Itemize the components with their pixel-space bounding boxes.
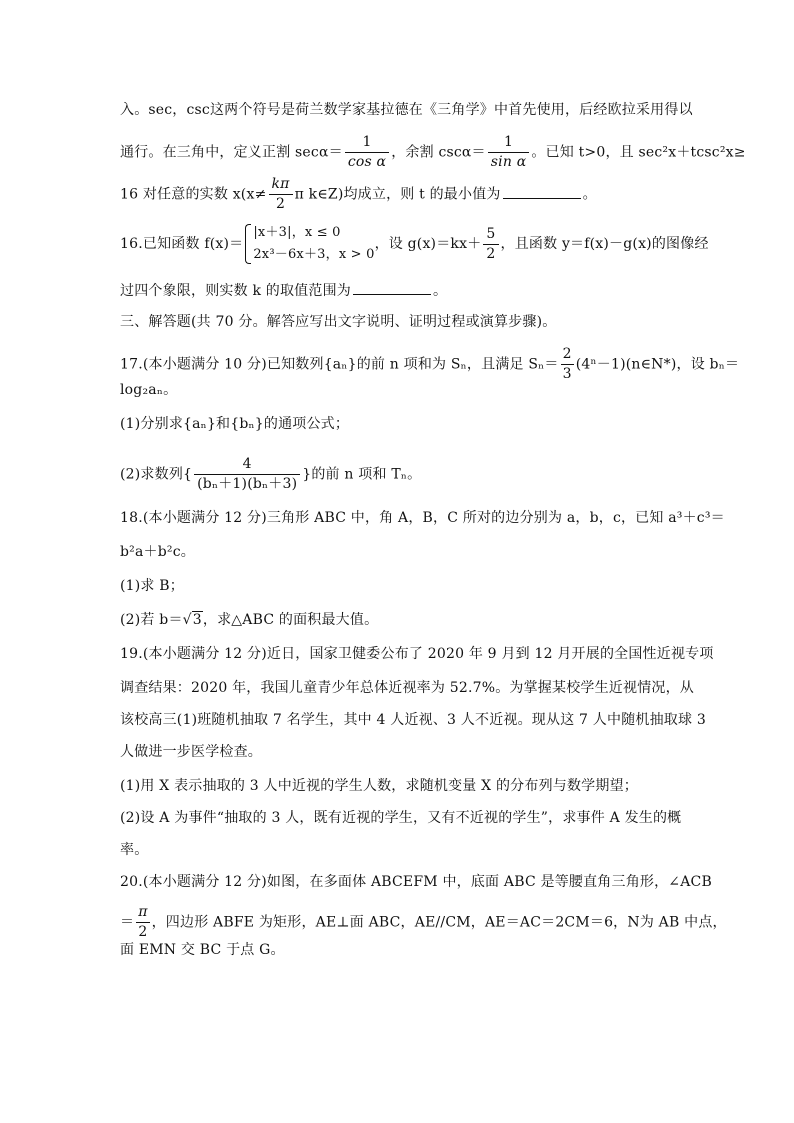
question-18-part-1: (1)求 B；	[120, 578, 184, 594]
square-root-expression: √3	[182, 612, 202, 628]
text-line-4	[120, 222, 709, 266]
fraction-numerator: 2	[561, 346, 574, 365]
question-19-part-1: (1)用 X 表示抽取的 3 人中近视的学生人数，求随机变量 X 的分布列与数学期望；	[120, 778, 638, 794]
pi-over-2-fraction	[136, 904, 149, 941]
piecewise-row-2: 2x³－6x＋3，x > 0	[253, 247, 375, 262]
fraction-numerator: π	[136, 904, 149, 923]
fraction-denominator: (bₙ＋1)(bₙ＋3)	[197, 476, 298, 492]
fraction-numerator: 1	[345, 134, 389, 153]
cosecant-definition-text: ，余割 cscα＝	[391, 144, 486, 161]
question-16a-text-cont: π k∈Z)均成立，则 t 的最小值为	[294, 186, 501, 203]
question-17-part-1: (1)分别求{aₙ}和{bₙ}的通项公式；	[120, 416, 350, 432]
fraction-denominator: 2	[138, 924, 148, 940]
radicand: 3	[192, 612, 202, 628]
secant-fraction	[345, 134, 389, 171]
question-20-text-cont: ，四边形 ABFE 为矩形，AE⊥面 ABC，AE//CM，AE＝AC＝2CM＝6，N为 AB 中点，	[151, 914, 727, 931]
question-18-text: 18.(本小题满分 12 分)三角形 ABC 中，角 A，B，C 所对的边分别为 a，b，c，已知 a³＋c³＝	[120, 510, 725, 526]
answer-blank	[503, 184, 581, 199]
period: 。	[582, 186, 597, 203]
question-20-text: 20.(本小题满分 12 分)如图，在多面体 ABCEFM 中，底面 ABC 是等腰直角三角形，∠ACB	[120, 874, 712, 890]
text-line-23	[120, 904, 727, 941]
five-halves-fraction	[483, 226, 498, 263]
text-line-3	[120, 176, 680, 213]
question-17-text: 17.(本小题满分 10 分)已知数列{aₙ}的前 n 项和为 Sₙ，且满足 Sₙ＝	[120, 356, 559, 373]
answer-blank	[353, 280, 431, 295]
text-line-8: log₂aₙ。	[120, 382, 178, 398]
fraction-denominator: 2	[486, 245, 496, 262]
fraction-numerator: 4	[194, 456, 300, 475]
piecewise-row-1: |x＋3|，x ≤ 0	[253, 225, 341, 240]
fraction-numerator: kπ	[269, 176, 293, 195]
fraction-numerator: 1	[488, 134, 530, 153]
period: 。	[432, 283, 448, 299]
piecewise-function	[245, 222, 374, 266]
question-18-part-2-text: (2)若 b＝	[120, 612, 183, 628]
fraction-denominator: 2	[275, 196, 286, 212]
cosecant-fraction	[488, 134, 530, 171]
condition-text: 。已知 t>0，且 sec²x＋tcsc²x≥	[531, 144, 746, 161]
two-thirds-fraction	[561, 346, 574, 383]
left-brace	[245, 224, 251, 264]
question-17-part-2	[120, 456, 680, 493]
question-16a-text: 16 对任意的实数 x(x≠	[120, 186, 267, 203]
text-line-7	[120, 346, 740, 383]
fraction-denominator: sin α	[490, 154, 527, 170]
fraction-denominator: 3	[562, 366, 572, 382]
question-19-part-2: (2)设 A 为事件“抽取的 3 人，既有近视的学生，又有不近视的学生”，求事件 A 发生的概	[120, 810, 682, 826]
question-18-part-2	[120, 610, 680, 630]
equals-sign: ＝	[120, 914, 135, 931]
text-line-5	[120, 280, 680, 301]
g-definition-text: ，设 g(x)＝kx＋	[374, 236, 482, 252]
k-pi-over-2-fraction	[269, 176, 293, 213]
section-three-heading: 三、解答题(共 70 分。解答应写出文字说明、证明过程或演算步骤)。	[120, 314, 557, 330]
question-16-text: 16.已知函数 f(x)＝	[120, 236, 244, 252]
text-line-17: 该校高三(1)班随机抽取 7 名学生，其中 4 人近视、3 人不近视。现从这 7 人中随机抽取球 3	[120, 712, 706, 728]
question-16-end-text: 过四个象限，则实数 k 的取值范围为	[120, 283, 351, 299]
question-19-text: 19.(本小题满分 12 分)近日，国家卫健委公布了 2020 年 9 月到 12 月开展的全国性近视专项	[120, 646, 714, 662]
fraction-numerator: 5	[483, 226, 498, 245]
text-line-16: 调查结果：2020 年，我国儿童青少年总体近视率为 52.7%。为掌握某校学生近视情况，从	[120, 680, 695, 696]
text-line-21: 率。	[120, 842, 149, 858]
text-line-1: 入。sec，csc这两个符号是荷兰数学家基拉德在《三角学》中首先使用，后经欧拉采用得以	[120, 102, 693, 118]
fraction-denominator: cos α	[347, 154, 387, 170]
question-16-text-cont: ，且函数 y＝f(x)－g(x)的图像经	[500, 236, 709, 252]
sequence-fraction	[194, 456, 300, 493]
secant-definition-text: 通行。在三角中，定义正割 secα＝	[120, 144, 343, 161]
text-line-2	[120, 134, 746, 171]
question-17-text-cont: (4ⁿ－1)(n∈N*)，设 bₙ＝	[575, 356, 740, 373]
question-17-part-2-text: (2)求数列{	[120, 466, 193, 483]
question-18-part-2-text-cont: ，求△ABC 的面积最大值。	[202, 612, 379, 628]
question-17-part-2-text-cont: }的前 n 项和 Tₙ。	[302, 466, 422, 483]
text-line-12: b²a＋b²c。	[120, 544, 195, 560]
text-line-24: 面 EMN 交 BC 于点 G。	[120, 942, 285, 958]
text-line-18: 人做进一步医学检查。	[120, 744, 262, 760]
